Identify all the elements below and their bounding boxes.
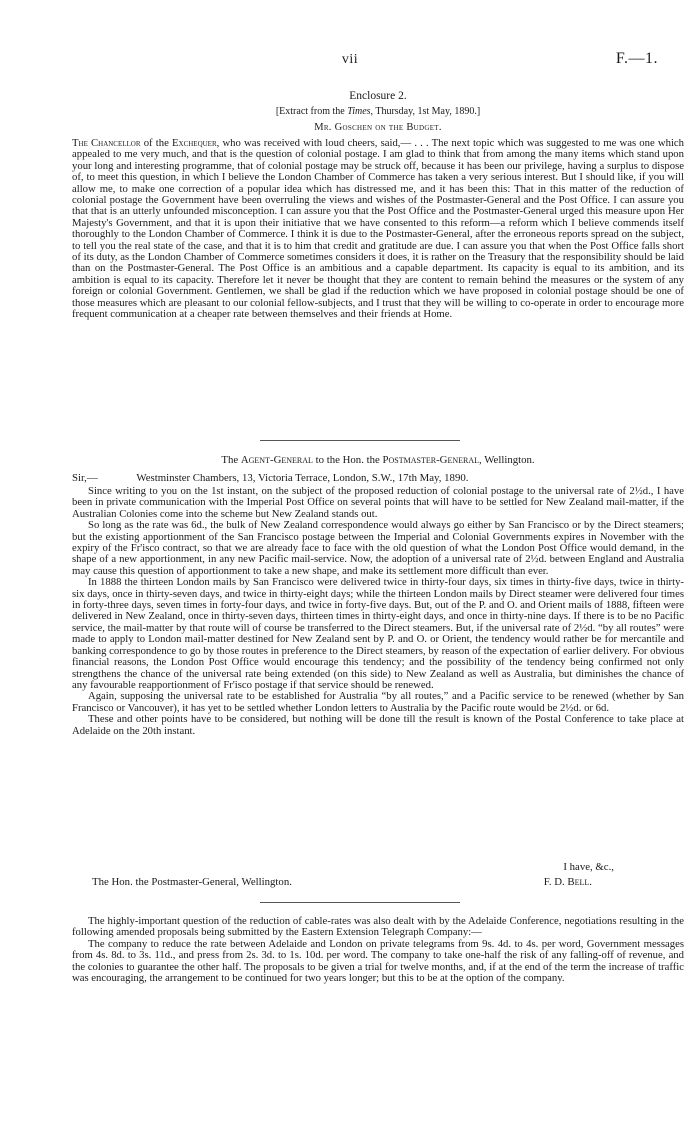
letter-closing: I have, &c., (563, 861, 614, 873)
letter-heading: The Agent-General to the Hon. the Postmaster-General, Wellington. (221, 454, 535, 466)
section-divider (260, 902, 460, 903)
letter-addressee: The Hon. the Postmaster-General, Wellington. (92, 876, 292, 888)
cable-section (72, 916, 684, 984)
salutation: Sir,— (72, 472, 98, 484)
speech-body (72, 138, 684, 321)
letter-paragraph: Since writing to you on the 1st instant, on the subject of the proposed reduction of colonial postage to the universal rate of 2½d., I have been in private communication with the Imperial Post Office on several points that will have to be settled for New Zealand mail-matter, if the Australian Colonies come into the scheme but New Zealand stands out. (72, 485, 684, 520)
letter-body (72, 486, 684, 737)
enclosure-title: Enclosure 2. (349, 90, 407, 102)
letter-paragraph: So long as the rate was 6d., the bulk of New Zealand correspondence would always go either by San Francisco or by the Direct steamers; but the existing apportionment of the San Francisco postage between the Imperial and Colonial Governments expires in November with the expiry of the Fr'isco contract, so that we are already face to face with the old question of what the London Post Office would demand, in the shape of a new apportionment, in any new Pacific mail-service. Now, the adoption of a universal rate of 2½d. between England and Australia may cause this question of apportionment to take a new shape, and make its settlement more difficult than ever. (72, 519, 684, 577)
page-number: vii (341, 52, 359, 67)
document-reference: F.—1. (615, 50, 658, 67)
letter-paragraph: These and other points have to be considered, but nothing will be done till the result is known of the Postal Conference to take place at Adelaide on the 20th instant. (72, 713, 684, 737)
cable-paragraph: The highly-important question of the reduction of cable-rates was also dealt with by the Adelaide Conference, negotiations resulting in the following amended proposals being submitted by the Eastern Extension Telegraph Company:— (72, 915, 684, 939)
extract-source: [Extract from the Times, Thursday, 1st May, 1890.] (275, 106, 481, 117)
speech-paragraph: The Chancellor of the Exchequer, who was received with loud cheers, said,— . . . The next topic which was suggested to me was one which appealed to me very much, and that is the question of colonial postage. I am glad to think that from among the many items which stand upon your long and interesting programme, that of colonial postage may be struck off, because it has been our privilege, having a surplus to dispose of, to meet this question, in which I believe the London Chamber of Commerce has taken a very serious interest. But I should like, if you will allow me, to make one correction of a popular idea which has distressed me, and it has been this: That in this matter of the reduction of colonial postage the Government have been overruling the views and wishes of the Postmaster-General and the Post Office. I can assure you that that is an utterly unfounded misconception. I can assure you that the Post Office and the Postmaster-General urged this measure upon Her Majesty's Government, and that it is upon their initiative that we have consented to this reform—a reform which I believe commends itself thoroughly to the London Chamber of Commerce. I think it is due to the Postmaster-General, after the erroneous reports spread on the subject, to tell you the real state of the case, and that it is to him that credit and gratitude are due. I can assure you that when the Post Office falls short of its duty, as the London Chamber of Commerce sometimes considers it does, it is rather on the Treasury that the responsibility should be laid than on the Postmaster-General. The Post Office is an ambitious and a capable department. Its capacity is equal to its ambition, and its ambition is equal to its capacity. Therefore let it never be thought that they are content to remain behind the measures or the system of any foreign or colonial Government. Gentlemen, we shall be glad if the reduction which we have proposed in colonial postage should be one of those measures which are pleasant to our colonial fellow-subjects, and I trust that they will be willing to co-operate in order to encourage more frequent communication at a cheaper rate between themselves and their friends at Home. (72, 137, 685, 321)
letter-signature: F. D. Bell. (543, 876, 592, 888)
letter-address: Westminster Chambers, 13, Victoria Terrace, London, S.W., 17th May, 1890. (136, 472, 469, 484)
speech-heading: Mr. Goschen on the Budget. (314, 122, 442, 133)
letter-paragraph: Again, supposing the universal rate to be established for Australia “by all routes,” and a Pacific service to be renewed (whether by San Francisco or Vancouver), it has yet to be settled whether London letters to Australia by the Pacific route would be 2½d. or 6d. (72, 690, 684, 714)
cable-paragraph: The company to reduce the rate between Adelaide and London on private telegrams from 9s. 4d. to 4s. per word, Government messages from 4s. 8d. to 3s. 11d., and press from 2s. 3d. to 1s. 10d. per word. The company to take one-half the risk of any falling-off of revenue, and the colonies to guarantee the other half. The proposals to be given a trial for twelve months, and, if at the end of the term the increase of traffic was encouraging, the arrangement to be continued for two years longer; but this to be at the option of the company. (72, 937, 684, 985)
section-divider (260, 440, 460, 441)
letter-salutation-line (72, 472, 684, 484)
letter-paragraph: In 1888 the thirteen London mails by San Francisco were delivered twice in thirty-four days, six times in thirty-five days, twice in thirty-six days, once in thirty-seven days, and twice in thirty-eight days; while the thirteen London mails by Direct steamer were delivered four times in forty-three days, seven times in forty-four days, and twice in forty-five days. But, out of the P. and O. and Orient mails of 1888, fifteen were delivered in New Zealand, once in thirty-seven days, thirteen times in thirty-eight days, and once in thirty-nine days. If there is to be no Pacific service, the mail-matter by that route will of course be transferred to the Direct steamers. But, if the universal rate of 2½d. “by all routes” were made to apply to London mail-matter destined for New Zealand sent by P. and O. or Orient, the tendency would rather be for mercantile and banking correspondence to go by those routes in preference to the Direct steamers, by reason of the expectation of earlier delivery. For obvious financial reasons, the London Post Office would encourage this tendency; and the possibility of the tendency being confirmed not only strengthens the chance of the universal rate being extended (on this side) to New Zealand as well as Australia, but diminishes the chance of any favourable reapportionment of Fr'isco postage if that service should be renewed. (72, 576, 684, 691)
